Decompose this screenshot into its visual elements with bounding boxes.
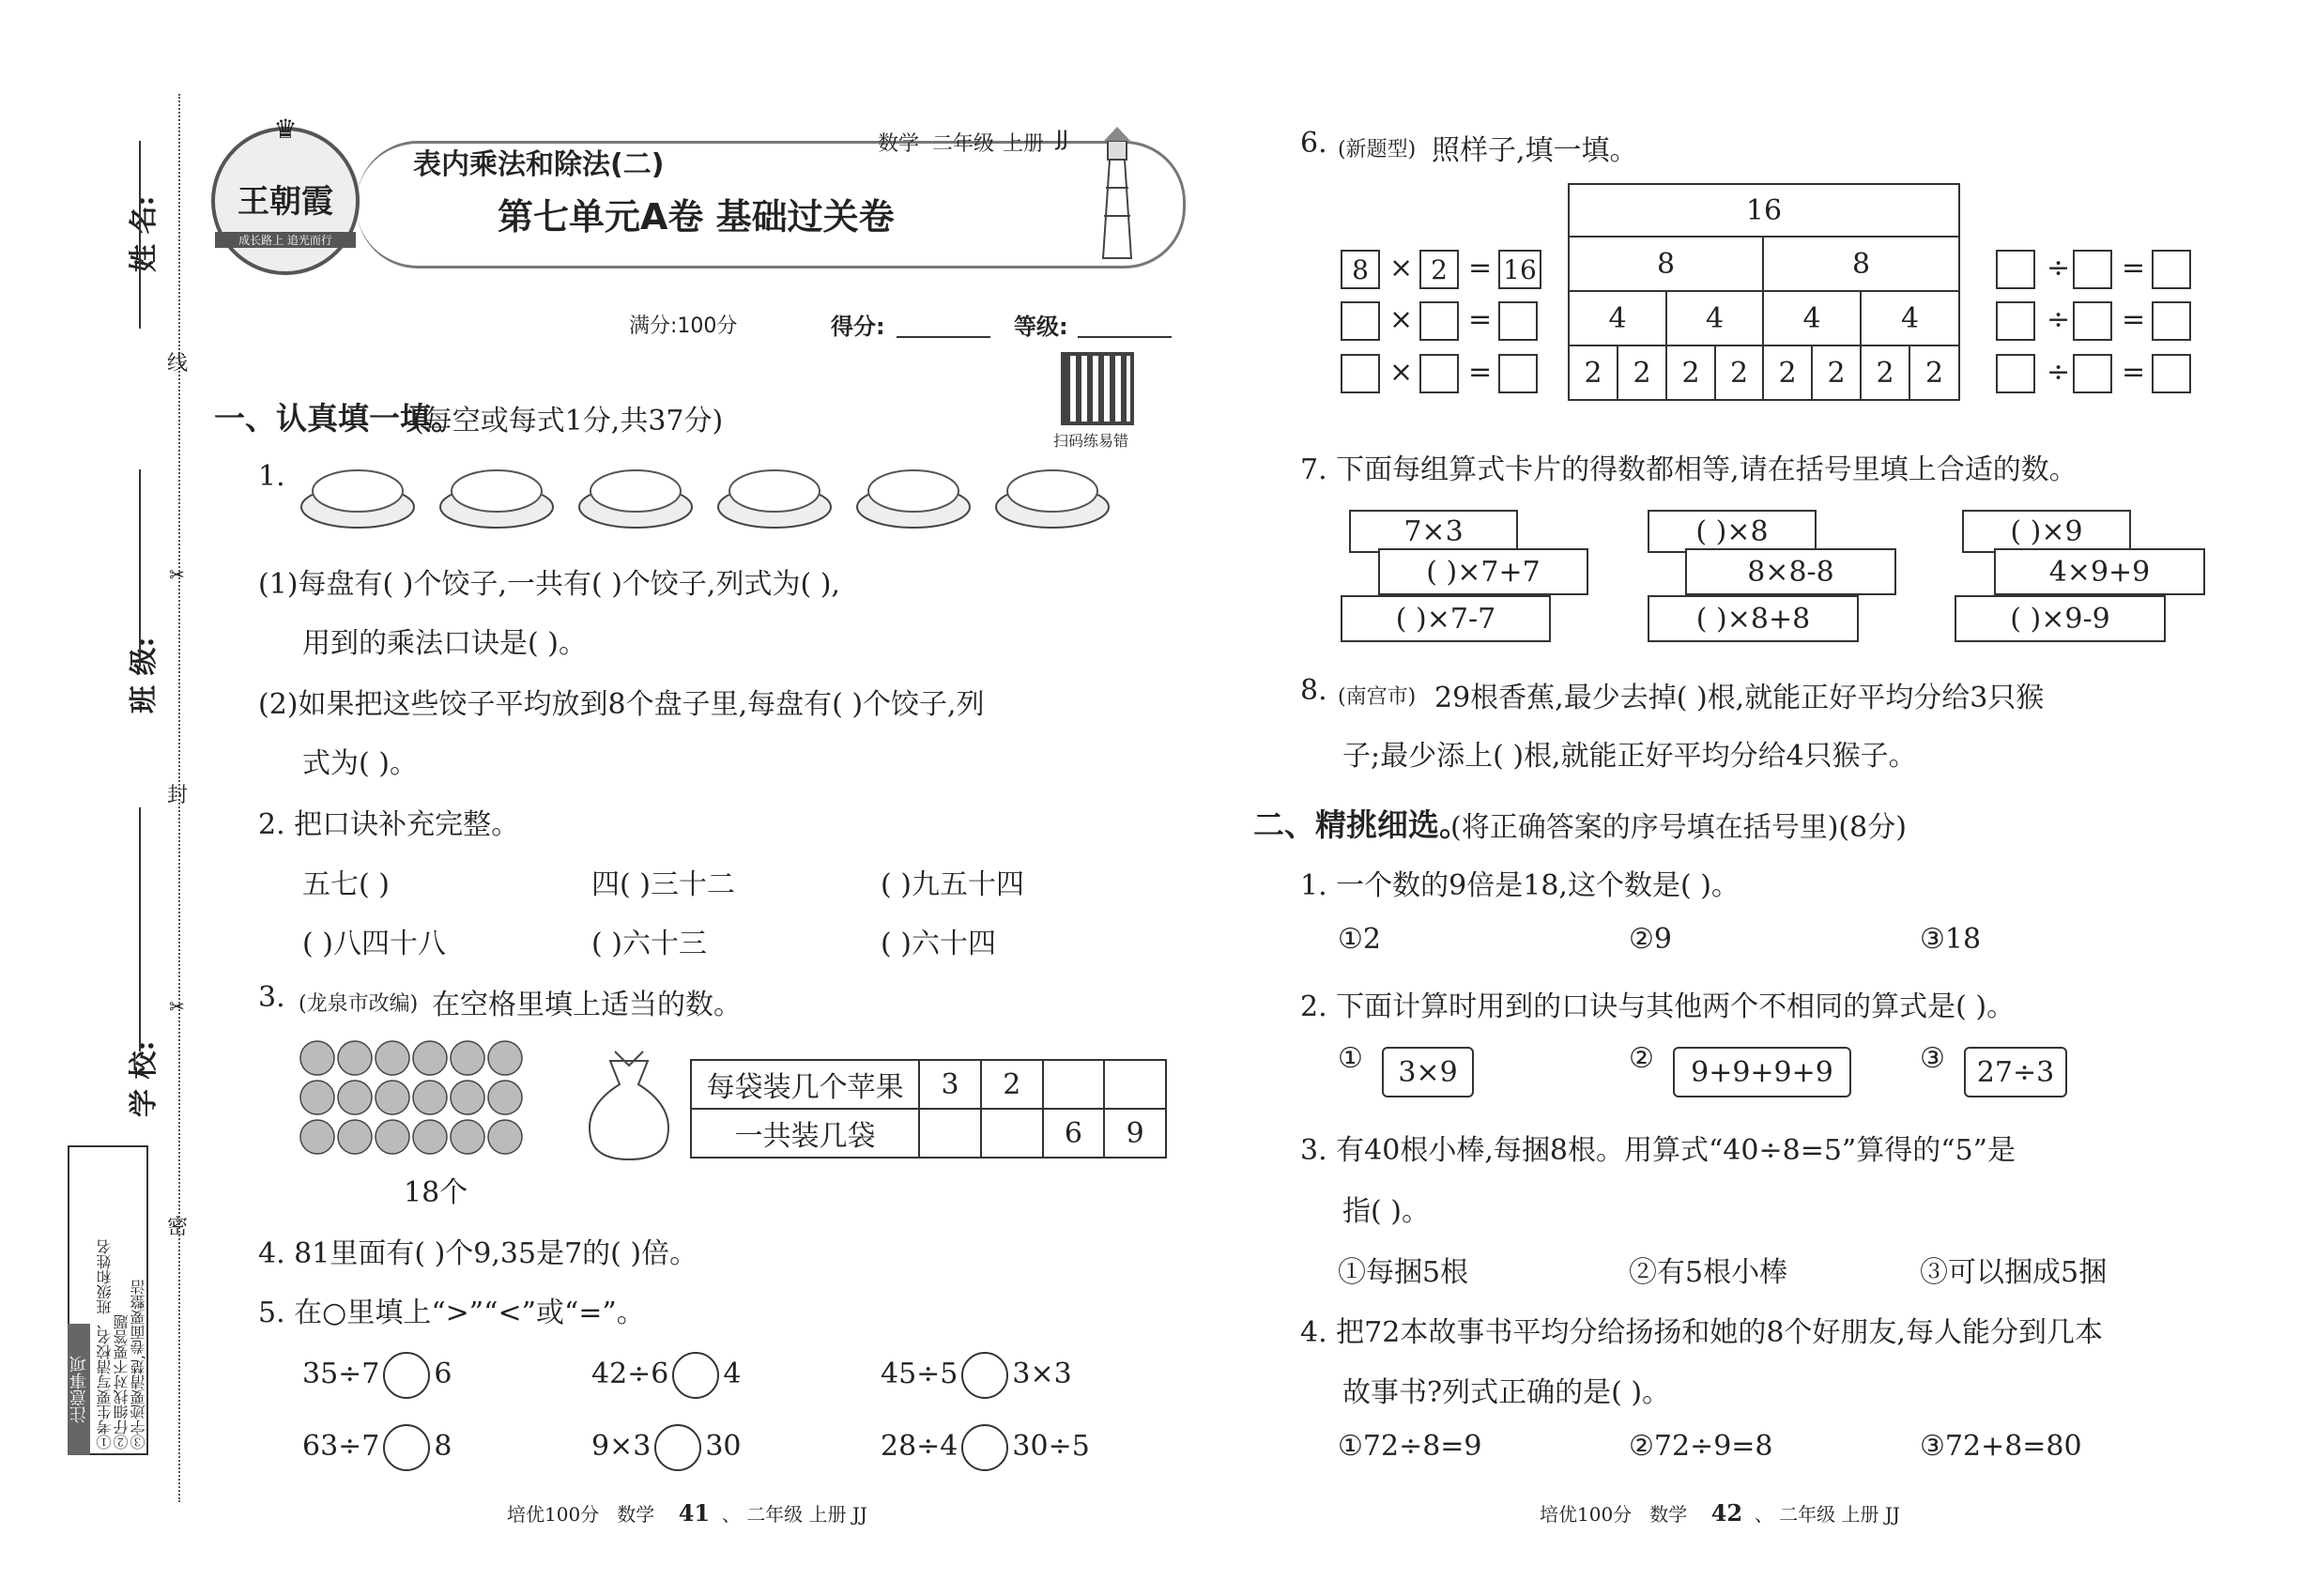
q2-item-1: 五七( ) — [302, 868, 390, 901]
s2-q3-opt[interactable]: ③可以捆成5捆 — [1920, 1256, 2108, 1289]
apple-icon — [413, 1120, 447, 1154]
q3-blank-cell[interactable] — [1104, 1060, 1166, 1109]
apple-icon — [488, 1041, 522, 1075]
apple-icon — [413, 1081, 447, 1114]
q3-table — [690, 1059, 1167, 1159]
expr-card: ( )×7-7 — [1341, 595, 1551, 642]
q6-text: 照样子,填一填。 — [1432, 134, 1638, 167]
q6-tag: (新题型) — [1338, 138, 1417, 161]
s2-q2-opt[interactable]: 27÷3 — [1964, 1047, 2067, 1097]
s2-q4-opt[interactable]: ②72÷9=8 — [1629, 1430, 1773, 1463]
times-sign: × — [1389, 303, 1414, 336]
grade-label: 等级: — [1014, 314, 1068, 340]
compare-circle[interactable] — [672, 1352, 719, 1399]
bag-icon — [577, 1042, 681, 1164]
q2-text: 2. 把口诀补充完整。 — [258, 808, 520, 841]
divide-sign: ÷ — [2047, 356, 2071, 389]
q3-cell: 2 — [981, 1060, 1043, 1109]
cut-mark-1: 线 — [167, 352, 189, 376]
q5-item: 42÷6 4 — [591, 1352, 742, 1399]
compare-circle[interactable] — [961, 1352, 1008, 1399]
cut-mark-3: 密 — [167, 1216, 189, 1239]
class-field[interactable] — [139, 469, 141, 667]
tree-cell: 4 — [1764, 292, 1862, 346]
score-label: 得分: — [831, 314, 885, 340]
q3-number: 3. — [258, 981, 285, 1014]
times-sign: × — [1389, 252, 1414, 284]
q8-line2: 子;最少添上( )根,就能正好平均分给4只猴子。 — [1342, 740, 1917, 773]
tree-cell: 8 — [1570, 238, 1764, 292]
expr-card: ( )×9 — [1962, 510, 2131, 553]
tree-cell: 4 — [1570, 292, 1667, 346]
q3-blank-cell[interactable] — [919, 1109, 981, 1158]
tree-cell: 2 — [1862, 346, 1910, 399]
expr-card: ( )×8+8 — [1648, 595, 1859, 642]
equals-sign: = — [1468, 252, 1493, 284]
q2-item-5: ( )六十三 — [591, 928, 707, 960]
example-box: 8 — [1341, 250, 1380, 289]
s2-q1: 1. 一个数的9倍是18,这个数是( )。 — [1300, 869, 1740, 902]
answer-box[interactable] — [1996, 301, 2035, 341]
expr-card: 4×9+9 — [1994, 548, 2205, 595]
q7-text: 7. 下面每组算式卡片的得数都相等,请在括号里填上合适的数。 — [1300, 453, 2078, 486]
answer-box[interactable] — [1419, 354, 1459, 393]
s2-q4-line1: 4. 把72本故事书平均分给扬扬和她的8个好朋友,每人能分到几本 — [1300, 1316, 2103, 1349]
answer-box[interactable] — [1341, 354, 1380, 393]
q5-item: 45÷5 3×3 — [881, 1352, 1072, 1399]
equals-sign: = — [2122, 252, 2146, 284]
compare-circle[interactable] — [383, 1352, 430, 1399]
expr-card: 7×3 — [1349, 510, 1518, 553]
tree-cell: 2 — [1716, 346, 1764, 399]
chapter-title: 表内乘法和除法(二) — [413, 148, 665, 181]
apple-caption: 18个 — [404, 1176, 468, 1209]
times-sign: × — [1389, 356, 1414, 389]
qr-caption: 扫码练易错 — [1053, 432, 1129, 450]
q1-number: 1. — [258, 460, 285, 493]
logo-sub: 成长路上 追光而行 — [215, 232, 356, 248]
plate-icon — [579, 470, 692, 528]
crown-icon: ♛ — [273, 114, 298, 145]
score-field[interactable] — [897, 336, 990, 338]
q5-item: 9×3 30 — [591, 1424, 742, 1471]
q3-cell: 9 — [1104, 1109, 1166, 1158]
tree-cell: 8 — [1764, 238, 1958, 292]
compare-circle[interactable] — [961, 1424, 1008, 1471]
q4-text: 4. 81里面有( )个9,35是7的( )倍。 — [258, 1237, 698, 1270]
s2-q3-opt[interactable]: ①每捆5根 — [1338, 1256, 1469, 1289]
tree-cell: 2 — [1764, 346, 1813, 399]
section2-title: 二、精挑细选。 — [1253, 806, 1470, 843]
apple-icon — [488, 1081, 522, 1114]
q2-item-4: ( )八四十八 — [302, 928, 446, 960]
notice-1: ①考生要写清校名、班级和姓名 — [96, 1239, 114, 1450]
s2-q4-opt[interactable]: ①72÷8=9 — [1338, 1430, 1482, 1463]
answer-box[interactable] — [2073, 301, 2112, 341]
expr-card: ( )×7+7 — [1378, 548, 1588, 595]
apple-icon — [451, 1041, 484, 1075]
example-box: 2 — [1419, 250, 1459, 289]
full-score: 满分:100分 — [629, 315, 738, 338]
q3-row2-label: 一共装几袋 — [691, 1109, 919, 1158]
q2-item-3: ( )九五十四 — [881, 868, 1024, 901]
logo-text: 王朝霞 — [238, 183, 333, 221]
edition-tag: JJ — [1056, 128, 1068, 151]
footer-right: 培优100分 数学 42 、 二年级 上册 JJ — [1540, 1499, 1900, 1527]
tree-cell: 4 — [1667, 292, 1764, 346]
q1-part2-line1: (2)如果把这些饺子平均放到8个盘子里,每盘有( )个饺子,列 — [258, 688, 985, 721]
apple-icon — [300, 1120, 334, 1154]
s2-q3-line2: 指( )。 — [1342, 1195, 1430, 1228]
plate-icon — [857, 470, 970, 528]
compare-circle[interactable] — [654, 1424, 701, 1471]
q5-text: 5. 在○里填上“>”“<”或“=”。 — [258, 1297, 645, 1329]
answer-box[interactable] — [2073, 250, 2112, 289]
qr-code-icon[interactable] — [1061, 352, 1134, 425]
apple-icon — [300, 1081, 334, 1114]
apples-group — [299, 1037, 571, 1159]
plate-icon — [996, 470, 1109, 528]
q3-text: 在空格里填上适当的数。 — [432, 989, 742, 1021]
q5-item: 28÷4 30÷5 — [881, 1424, 1090, 1471]
cut-mark-2: 封 — [167, 784, 189, 807]
apple-icon — [488, 1120, 522, 1154]
grade-tag: 二年级 — [932, 132, 995, 156]
s2-q3-opt[interactable]: ②有5根小棒 — [1629, 1256, 1788, 1289]
lighthouse-icon — [1080, 122, 1155, 263]
tree-top: 16 — [1570, 185, 1958, 238]
apple-icon — [376, 1081, 409, 1114]
apple-icon — [451, 1081, 484, 1114]
equals-sign: = — [2122, 303, 2146, 336]
notice-2: ②仔细找对不要答题 — [113, 1314, 130, 1450]
s2-q3-line1: 3. 有40根小棒,每捆8根。用算式“40÷8=5”算得的“5”是 — [1300, 1134, 2016, 1167]
apple-icon — [338, 1120, 372, 1154]
section2-points: (将正确答案的序号填在括号里)(8分) — [1450, 811, 1907, 844]
s2-q2: 2. 下面计算时用到的口诀与其他两个不相同的算式是( )。 — [1300, 990, 2016, 1023]
tree-cell: 2 — [1924, 356, 1944, 390]
expr-card: 8×8-8 — [1685, 548, 1896, 595]
q3-tag: (龙泉市改编) — [299, 992, 419, 1016]
s2-q2-opt-label: ③ — [1920, 1042, 1945, 1075]
answer-box[interactable] — [2152, 354, 2191, 393]
plate-icon — [440, 470, 553, 528]
notice-title: 注意事项 — [68, 1324, 90, 1455]
s2-q1-opt[interactable]: ②9 — [1629, 923, 1672, 956]
scissors-icon-2: ✂ — [169, 995, 185, 1018]
answer-box[interactable] — [2152, 250, 2191, 289]
section1-title: 一、认真填一填。 — [214, 400, 462, 437]
example-box: 16 — [1498, 250, 1541, 289]
name-label: 姓 名: — [128, 195, 161, 272]
q1-part1-line2: 用到的乘法口诀是( )。 — [302, 627, 587, 660]
compare-circle[interactable] — [383, 1424, 430, 1471]
divide-sign: ÷ — [2047, 303, 2071, 336]
class-label: 班 级: — [128, 637, 161, 714]
q3-row1-label: 每袋装几个苹果 — [691, 1060, 919, 1109]
q3-cell: 6 — [1043, 1109, 1105, 1158]
plate-icon — [718, 470, 831, 528]
q5-item: 35÷7 6 — [302, 1352, 452, 1399]
footer-left: 培优100分 数学 41 、 二年级 上册 JJ — [507, 1499, 867, 1527]
grade-field[interactable] — [1078, 336, 1172, 338]
q8-tag: (南宫市) — [1338, 685, 1417, 709]
notice-3: ③字迹要清楚,卷面要整洁 — [130, 1279, 147, 1450]
section1-points: (每空或每式1分,共37分) — [413, 405, 724, 437]
answer-box[interactable] — [1341, 301, 1380, 341]
q2-item-2: 四( )三十二 — [591, 868, 735, 901]
apple-icon — [451, 1120, 484, 1154]
divide-sign: ÷ — [2047, 252, 2071, 284]
school-label: 学 校: — [128, 1040, 161, 1117]
expr-card: ( )×9-9 — [1955, 595, 2166, 642]
apple-icon — [300, 1041, 334, 1075]
answer-box[interactable] — [1996, 354, 2035, 393]
q3-blank-cell[interactable] — [981, 1109, 1043, 1158]
s2-q1-opt[interactable]: ③18 — [1920, 923, 1982, 956]
q8-number: 8. — [1300, 674, 1327, 707]
school-field[interactable] — [139, 807, 141, 1051]
q1-part2-line2: 式为( )。 — [302, 747, 418, 780]
apple-icon — [413, 1041, 447, 1075]
q3-cell: 3 — [919, 1060, 981, 1109]
answer-box[interactable] — [2152, 301, 2191, 341]
apple-icon — [338, 1081, 372, 1114]
apple-icon — [338, 1041, 372, 1075]
answer-box[interactable] — [1996, 250, 2035, 289]
equals-sign: = — [1468, 356, 1493, 389]
s2-q1-opt[interactable]: ①2 — [1338, 923, 1381, 956]
q1-part1-line1: (1)每盘有( )个饺子,一共有( )个饺子,列式为( ), — [258, 568, 840, 601]
answer-box[interactable] — [1498, 354, 1538, 393]
name-field[interactable] — [139, 141, 141, 329]
plate-icon — [301, 470, 414, 528]
dumpling-plates — [299, 449, 1162, 533]
q2-item-6: ( )六十四 — [881, 928, 996, 960]
volume-tag: 上册 — [1003, 132, 1045, 156]
s2-q4-opt[interactable]: ③72+8=80 — [1920, 1430, 2082, 1463]
s2-q2-opt[interactable]: 9+9+9+9 — [1673, 1047, 1851, 1097]
scissors-icon: ✂ — [169, 563, 185, 586]
s2-q2-opt-label: ① — [1338, 1042, 1363, 1075]
q5-item: 63÷7 8 — [302, 1424, 452, 1471]
answer-box[interactable] — [1419, 301, 1459, 341]
q6-number: 6. — [1300, 127, 1327, 160]
page-title: 第七单元A卷 基础过关卷 — [498, 196, 895, 238]
notice-box — [68, 1145, 148, 1455]
s2-q2-opt-label: ② — [1629, 1042, 1654, 1075]
subject-tag: 数学 — [878, 132, 920, 156]
tree-cell: 2 — [1570, 346, 1618, 399]
equals-sign: = — [2122, 356, 2146, 389]
expr-card: ( )×8 — [1648, 510, 1817, 553]
s2-q2-opt[interactable]: 3×9 — [1382, 1047, 1474, 1097]
page-number: 42 — [1710, 1499, 1743, 1527]
brand-logo — [211, 114, 360, 275]
equals-sign: = — [1468, 303, 1493, 336]
s2-q4-line2: 故事书?列式正确的是( )。 — [1342, 1376, 1671, 1409]
tree-cell: 2 — [1813, 346, 1862, 399]
answer-box[interactable] — [2073, 354, 2112, 393]
apple-icon — [376, 1041, 409, 1075]
split-diagram — [1568, 183, 1960, 401]
tree-cell: 2 — [1667, 346, 1716, 399]
q3-blank-cell[interactable] — [1043, 1060, 1105, 1109]
answer-box[interactable] — [1498, 301, 1538, 341]
tree-cell: 4 — [1862, 292, 1958, 346]
apple-icon — [376, 1120, 409, 1154]
tree-cell: 2 — [1618, 346, 1667, 399]
q8-line1: 29根香蕉,最少去掉( )根,就能正好平均分给3只猴 — [1434, 682, 2045, 714]
page-number: 41 — [678, 1499, 711, 1527]
